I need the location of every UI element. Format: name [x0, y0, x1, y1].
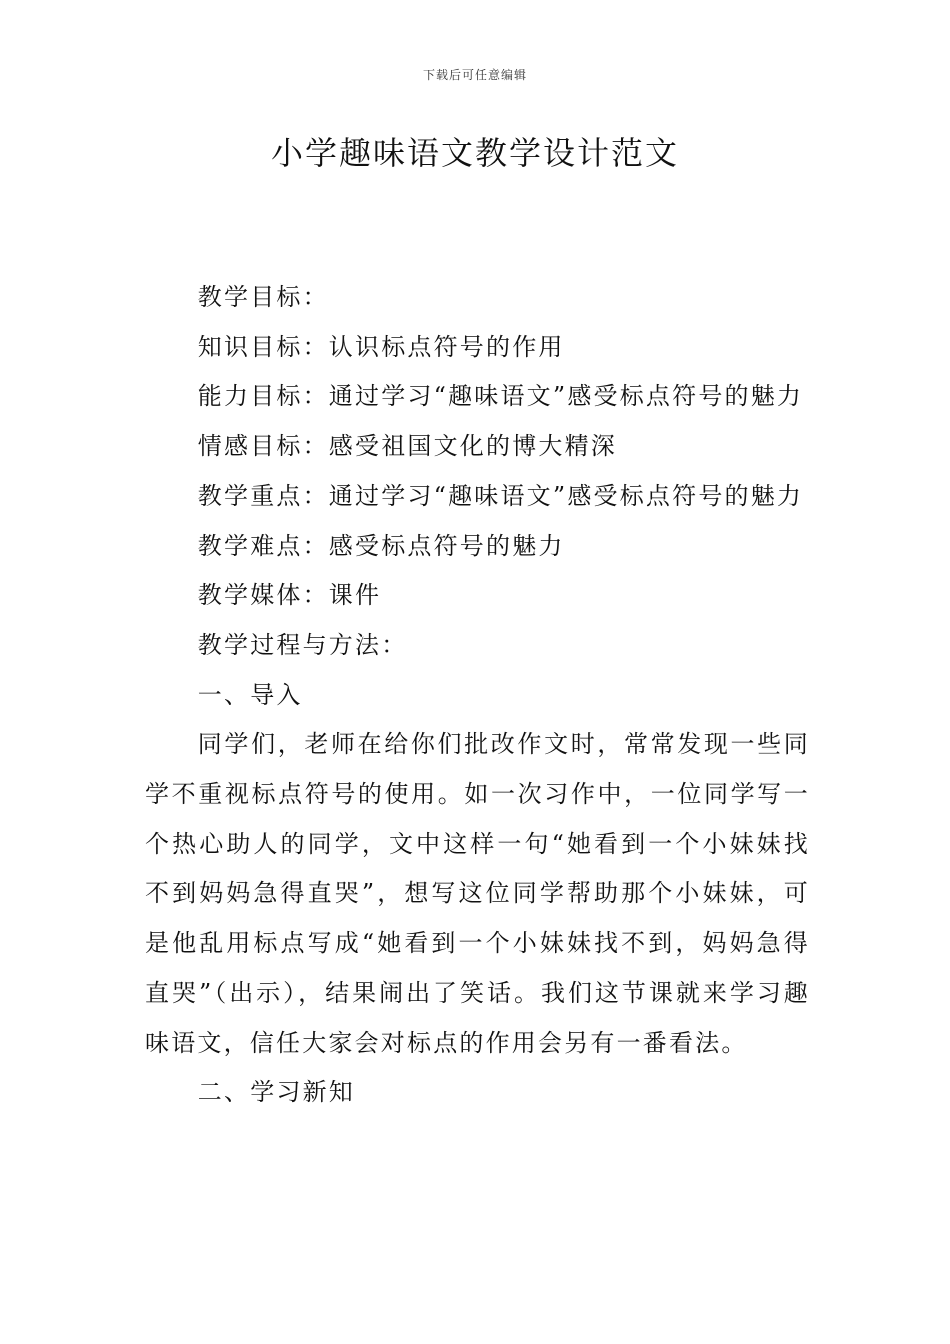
document-body: [145, 273, 810, 1118]
paragraph-intro-body: 同学们，老师在给你们批改作文时，常常发现一些同学不重视标点符号的使用。如一次习作中，一位同学写一个热心助人的同学，文中这样一句“她看到一个小妹妹找不到妈妈急得直哭”，想写这位同学帮助那个小妹妹，可是他乱用标点写成“她看到一个小妹妹找不到，妈妈急得直哭”（出示），结果闹出了笑话。我们这节课就来学习趣味语文，信任大家会对标点的作用会另有一番看法。: [145, 730, 810, 1057]
paragraph-difficulty: 教学难点：感受标点符号的魅力: [197, 531, 565, 560]
paragraph-media: 教学媒体：课件: [197, 581, 382, 610]
paragraph-process: 教学过程与方法：: [197, 630, 408, 659]
header-note: 下载后可任意编辑: [422, 68, 527, 82]
paragraph-knowledge-goal: 知识目标：认识标点符号的作用: [197, 332, 565, 361]
paragraph-emotion-goal: 情感目标：感受祖国文化的博大精深: [197, 432, 617, 461]
section-heading-intro: 一、导入: [197, 680, 303, 709]
document-title: 小学趣味语文教学设计范文: [270, 134, 679, 172]
paragraph-key-point: 教学重点：通过学习“趣味语文”感受标点符号的魅力: [197, 481, 804, 510]
paragraph-ability-goal: 能力目标：通过学习“趣味语文”感受标点符号的魅力: [197, 382, 804, 411]
section-heading-new-knowledge: 二、学习新知: [197, 1078, 355, 1107]
paragraph-teaching-goals: 教学目标：: [197, 283, 329, 311]
